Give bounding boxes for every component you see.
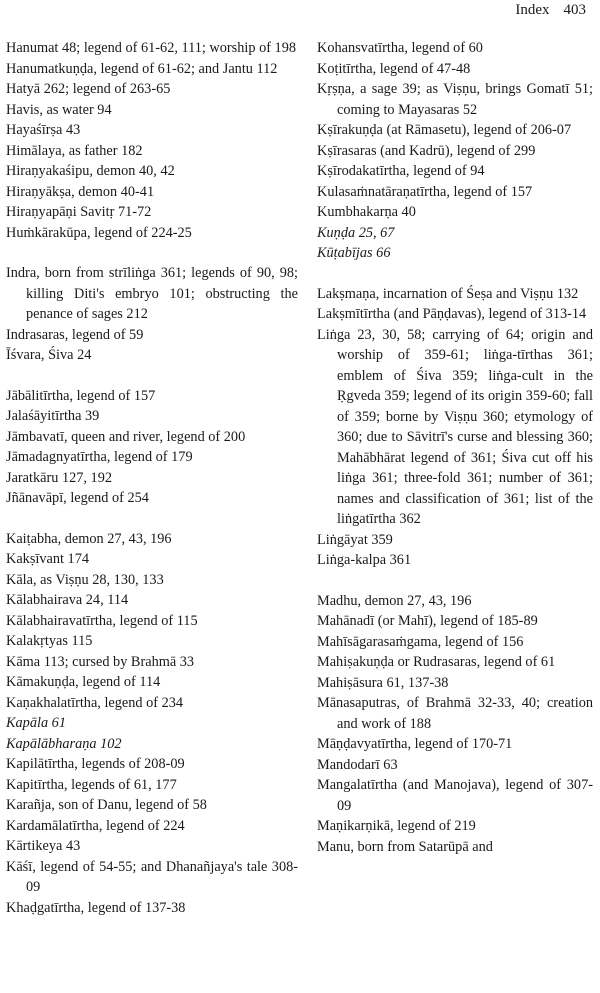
index-entry: Indrasaras, legend of 59 (6, 326, 144, 343)
index-entry: Kumbhakarṇa 40 (317, 204, 416, 220)
index-entry: Mangalatīrtha (and Manojava), legend of 307-09 (317, 777, 593, 814)
index-entry: Liṅga 23, 30, 58; carrying of 64; origin and worship of 359-61; liṅga-tīrthas 361; emblem of Śiva 359; liṅga-cult in the Ṛgveda 359; legend of its origin 359-60; fall of 359; borne by Viṣṇu 360; etymology of 360; due to Sāvitrī's curse and blessing 360; Mahābhārat legend of 361; Śiva cut off his liṅga 361; three-fold 361; number of 361; names and classification of 361; list of the liṅgatīrtha 362 (317, 326, 593, 527)
index-entry: Kālabhairava 24, 114 (6, 592, 129, 608)
page-number: 403 (563, 2, 586, 18)
index-entry: Manu, born from Satarūpā and (317, 838, 493, 855)
index-entry: Jāmadagnyatīrtha, legend of 179 (6, 449, 193, 465)
index-entry: Liṅgāyat 359 (317, 531, 393, 548)
index-entry: Mandodarī 63 (317, 756, 398, 773)
index-entry: Kapālābharaṇa 102 (6, 735, 122, 752)
index-entry: Hanumat 48; legend of 61-62, 111; worship of 198 (6, 40, 296, 56)
index-entry: Kulasaṁnatāraṇatīrtha, legend of 157 (317, 183, 533, 200)
index-entry: Madhu, demon 27, 43, 196 (317, 592, 472, 609)
index-entry: Jābālitīrtha, legend of 157 (6, 387, 156, 404)
letter-group-spacer (317, 264, 593, 284)
index-entry: Karañja, son of Danu, legend of 58 (6, 797, 207, 813)
index-entry: Hiraṇyākṣa, demon 40-41 (6, 183, 155, 200)
index-entry: Kalakṛtyas 115 (6, 633, 93, 649)
index-column-right (317, 38, 593, 857)
index-entry: Koṭitīrtha, legend of 47-48 (317, 60, 471, 77)
index-entry: Mahīsāgarasaṁgama, legend of 156 (317, 633, 524, 650)
index-entry: Kāla, as Viṣṇu 28, 130, 133 (6, 571, 164, 588)
index-entry: Māṇḍavyatīrtha, legend of 170-71 (317, 736, 513, 752)
index-entry: Kapitīrtha, legends of 61, 177 (6, 776, 177, 793)
index-entry: Kapāla 61 (6, 715, 66, 731)
index-entry: Jāmbavatī, queen and river, legend of 200 (6, 428, 246, 445)
index-entry: Kṣīrodakatīrtha, legend of 94 (317, 163, 485, 179)
index-entry: Kārtikeya 43 (6, 838, 81, 854)
index-entry: Khaḍgatīrtha, legend of 137-38 (6, 899, 186, 916)
index-entry: Jalaśāyitīrtha 39 (6, 408, 100, 424)
index-entry: Hatyā 262; legend of 263-65 (6, 81, 171, 97)
index-entry: Kāśī, legend of 54-55; and Dhanañjaya's tale 308-09 (6, 858, 298, 895)
running-header (501, 2, 586, 19)
index-entry: Kāmakuṇḍa, legend of 114 (6, 674, 161, 690)
index-entry: Maṇikarṇikā, legend of 219 (317, 818, 476, 834)
index-entry: Huṁkārakūpa, legend of 224-25 (6, 224, 192, 241)
index-entry: Kṣīrasaras (and Kadrū), legend of 299 (317, 142, 536, 159)
index-entry: Kaṇakhalatīrtha, legend of 234 (6, 694, 184, 711)
index-entry: Kuṇḍa 25, 67 (317, 224, 395, 241)
index-entry: Himālaya, as father 182 (6, 142, 143, 159)
index-entry: Liṅga-kalpa 361 (317, 552, 412, 568)
index-entry: Kapilātīrtha, legends of 208-09 (6, 756, 185, 772)
index-entry: Kardamālatīrtha, legend of 224 (6, 817, 185, 834)
index-entry: Lakṣmītīrtha (and Pāṇḍavas), legend of 313-14 (317, 306, 587, 322)
index-entry: Hiraṇyakaśipu, demon 40, 42 (6, 163, 175, 179)
index-entry: Havis, as water 94 (6, 101, 112, 118)
index-entry: Kaiṭabha, demon 27, 43, 196 (6, 530, 172, 547)
index-entry: Kāma 113; cursed by Brahmā 33 (6, 653, 195, 670)
index-entry: Jaratkāru 127, 192 (6, 469, 113, 486)
index-entry: Mahānadī (or Mahī), legend of 185-89 (317, 613, 538, 629)
index-column-left (6, 38, 298, 918)
index-entry: Jñānavāpī, legend of 254 (6, 490, 149, 506)
index-entry: Lakṣmaṇa, incarnation of Śeṣa and Viṣṇu 132 (317, 285, 579, 302)
index-entry: Kūṭabījas 66 (317, 245, 391, 261)
index-entry: Mahiṣāsura 61, 137-38 (317, 674, 449, 691)
letter-group-spacer (6, 243, 298, 263)
index-entry: Kālabhairavatīrtha, legend of 115 (6, 612, 198, 629)
running-title: Index (515, 2, 550, 18)
letter-group-spacer (6, 366, 298, 386)
index-entry: Indra, born from strīliṅga 361; legends of 90, 98; killing Diti's embryo 101; obstructing the penance of sages 212 (6, 265, 298, 322)
index-entry: Kakṣīvant 174 (6, 551, 89, 567)
index-entry: Īśvara, Śiva 24 (6, 347, 92, 363)
letter-group-spacer (317, 571, 593, 591)
index-entry: Hiraṇyapāṇi Savitṛ 71-72 (6, 204, 152, 220)
index-entry: Kṛṣṇa, a sage 39; as Viṣṇu, brings Gomatī 51; coming to Mayasaras 52 (317, 81, 593, 118)
index-entry: Kohansvatīrtha, legend of 60 (317, 40, 483, 56)
index-entry: Hayaśīrṣa 43 (6, 122, 81, 138)
index-entry: Mahiṣakuṇḍa or Rudrasaras, legend of 61 (317, 654, 556, 670)
letter-group-spacer (6, 509, 298, 529)
index-entry: Hanumatkuṇḍa, legend of 61-62; and Jantu 112 (6, 60, 278, 77)
index-entry: Mānasaputras, of Brahmā 32-33, 40; creation and work of 188 (317, 695, 593, 732)
index-entry: Kṣīrakuṇḍa (at Rāmasetu), legend of 206-07 (317, 122, 572, 138)
